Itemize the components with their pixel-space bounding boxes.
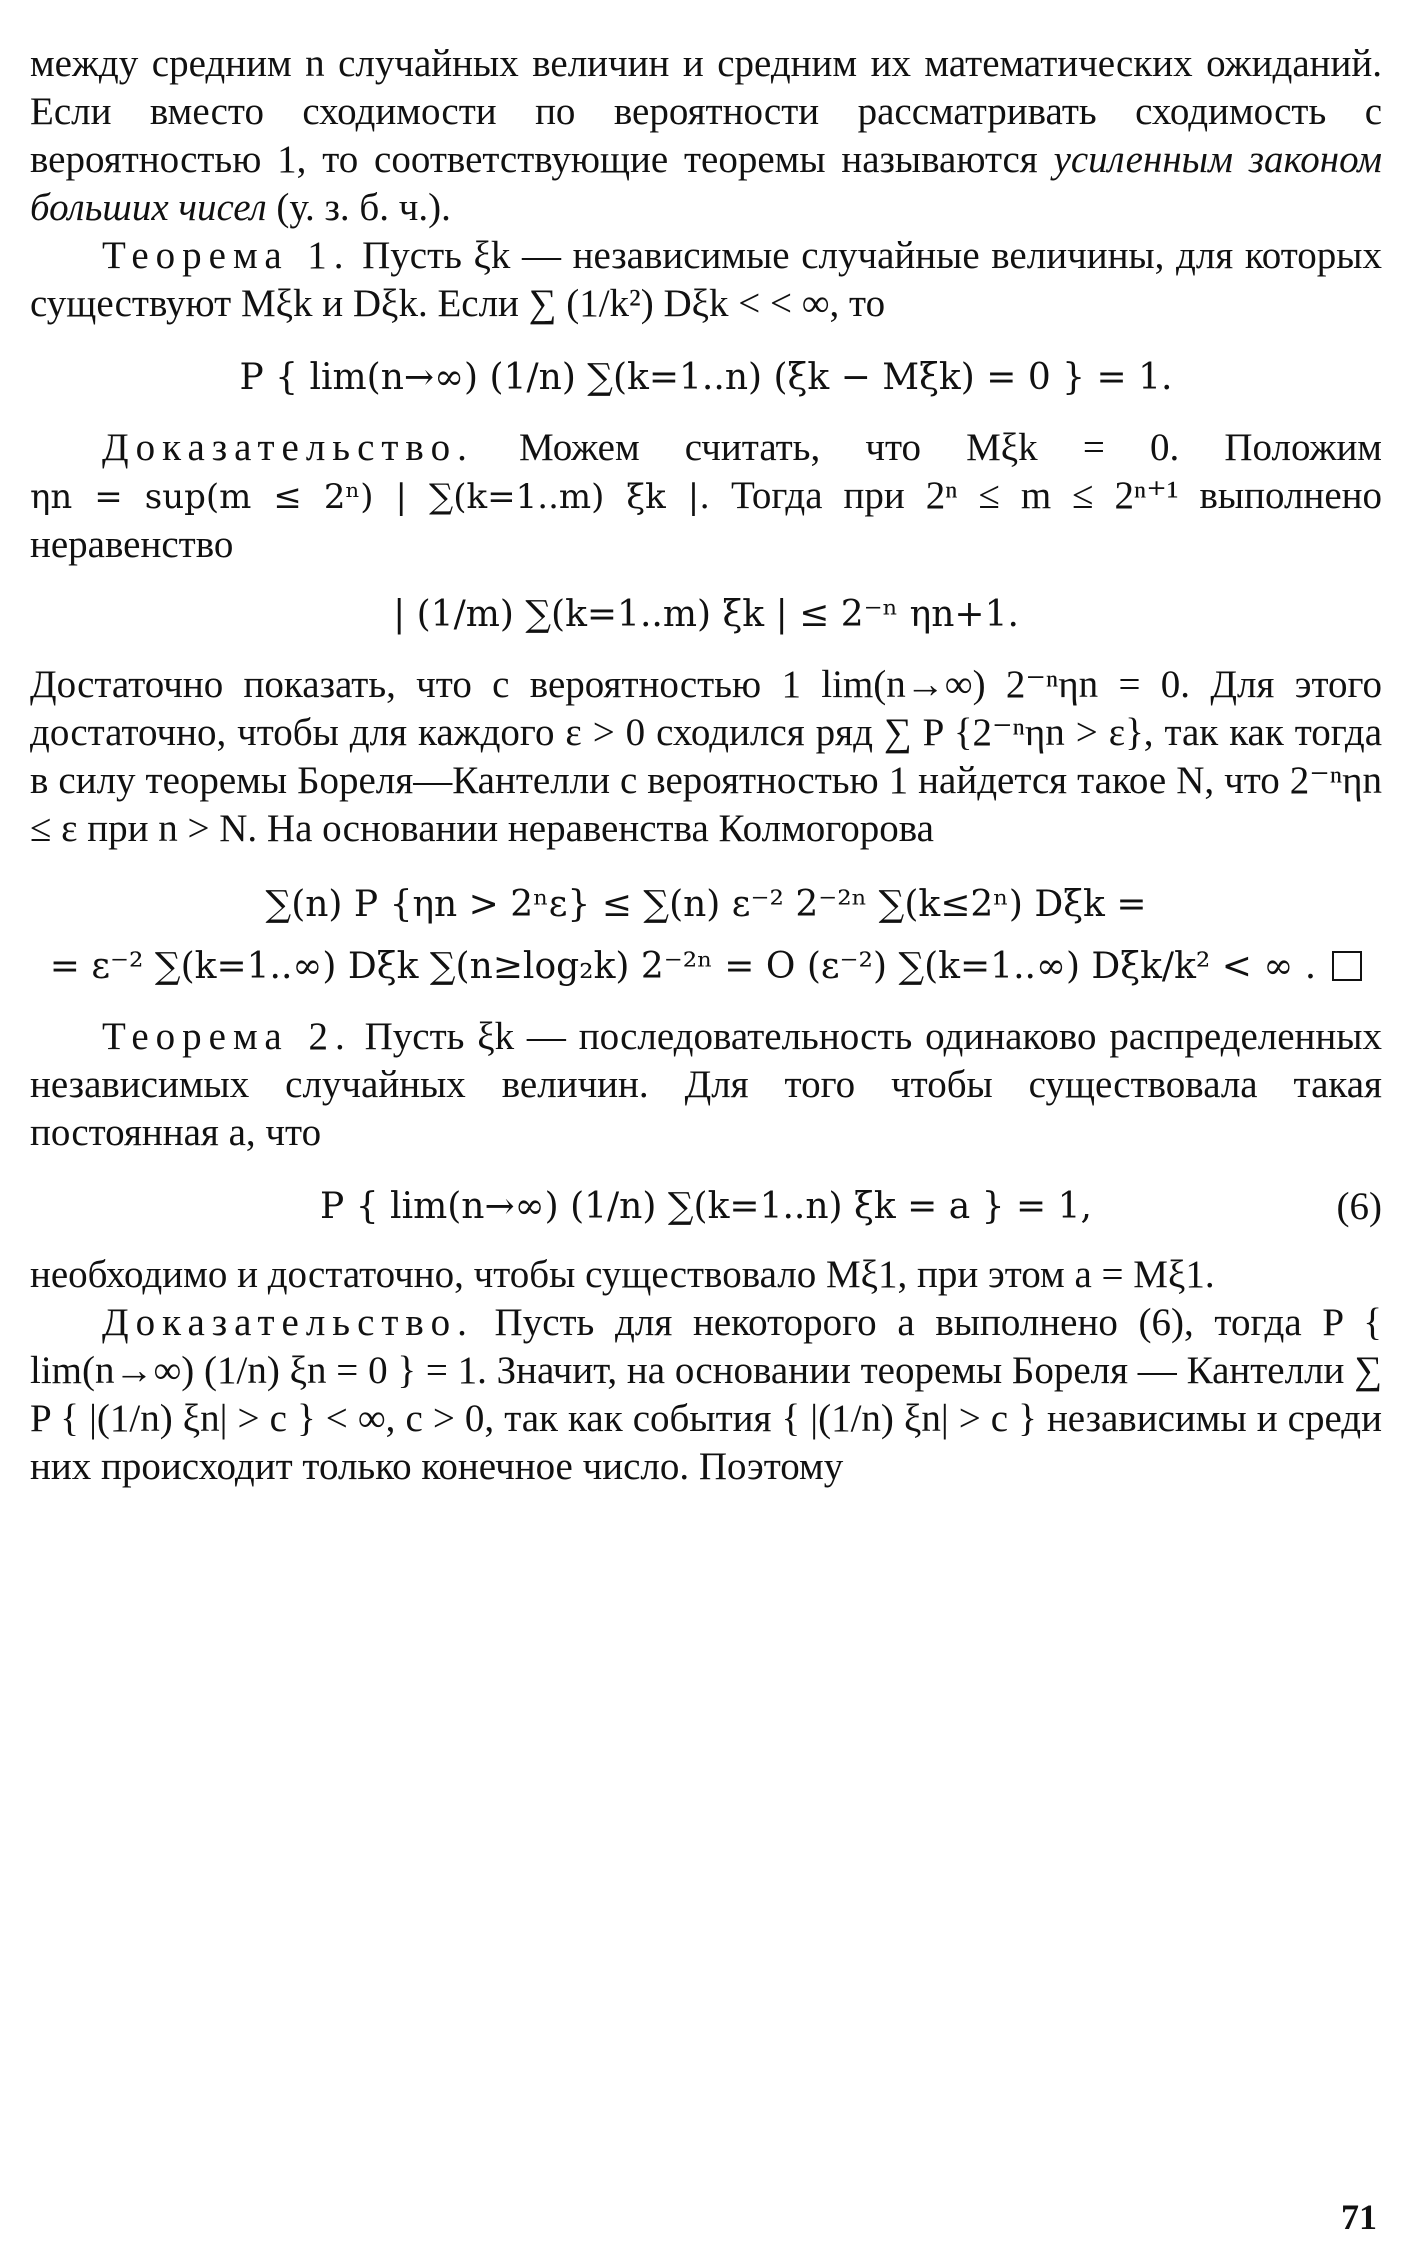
theorem2-text: Пусть ξk — последовательность одинаково распределенных независимых случайных величин. Для того чтобы существовала такая постоянная a, что	[30, 1015, 1382, 1154]
proof2-paragraph	[30, 1299, 1382, 1491]
theorem1-text: Пусть ξk — независимые случайные величины, для которых существуют Mξk и Dξk. Если ∑ (1/k²) Dξk < < ∞, то	[30, 234, 1382, 325]
intro-text: между средним n случайных величин и средним их математических ожиданий. Если вместо сходимости по вероятности рассматривать сходимость с вероятностью 1, то соответствующие теоремы называются	[30, 42, 1382, 181]
theorem2-conclusion: необходимо и достаточно, чтобы существовало Mξ1, при этом a = Mξ1.	[30, 1253, 1215, 1296]
formula-2: | (1/m) ∑(k=1..m) ξk | ≤ 2⁻ⁿ ηn+1.	[393, 594, 1019, 635]
formula-1: P { lim(n→∞) (1/n) ∑(k=1..n) (ξk − Mξk) = 0 } = 1.	[239, 357, 1173, 398]
intro-abbrev: (у. з. б. ч.).	[276, 186, 451, 229]
formula-3: ∑(n) P {ηn > 2ⁿε} ≤ ∑(n) ε⁻² 2⁻²ⁿ ∑(k≤2ⁿ) Dξk =	[265, 884, 1147, 925]
formula-5: P { lim(n→∞) (1/n) ∑(k=1..n) ξk = a } = 1,	[320, 1186, 1092, 1227]
intro-term: усиленным законом больших чисел	[30, 138, 1382, 229]
proof1-text-1: Можем считать, что Mξk = 0. Положим	[518, 426, 1382, 469]
proof1-text-2: Тогда при 2ⁿ ≤ m ≤ 2ⁿ⁺¹ выполнено неравенство	[30, 474, 1382, 566]
intro-paragraph	[30, 40, 1382, 232]
qed-box-icon	[1332, 951, 1362, 981]
proof2-text: Пусть для некоторого a выполнено (6), тогда P { lim(n→∞) (1/n) ξn = 0 } = 1. Значит, на основании теоремы Бореля — Кантелли ∑ P { |(1/n) ξn| > c } < ∞, c > 0, так как события { |(1/n) ξn| > c } независимы и среди них происходит только конечное число. Поэтому	[30, 1301, 1382, 1488]
theorem1-paragraph	[30, 232, 1382, 328]
proof1-heading: Доказательство.	[102, 426, 474, 469]
theorem2-heading: Теорема 2.	[102, 1015, 352, 1058]
formula-4-line	[30, 943, 1382, 991]
formula-4: = ε⁻² ∑(k=1..∞) Dξk ∑(n≥log₂k) 2⁻²ⁿ = O (ε⁻²) ∑(k=1..∞) Dξk/k² < ∞ .	[49, 946, 1317, 987]
proof2-heading: Доказательство.	[102, 1301, 474, 1344]
theorem1-heading: Теорема 1.	[102, 234, 351, 277]
book-page	[30, 40, 1382, 2230]
page-number: 71	[1341, 2197, 1377, 2237]
formula-5-line	[30, 1183, 1382, 1231]
proof1-eta-definition: ηn = sup(m ≤ 2ⁿ) | ∑(k=1..m) ξk |.	[30, 477, 711, 517]
formula-5-number: (6)	[1336, 1185, 1382, 1228]
proof1-paragraph	[30, 424, 1382, 569]
theorem2-paragraph	[30, 1013, 1382, 1157]
proof1-continuation: Достаточно показать, что с вероятностью 1 lim(n→∞) 2⁻ⁿηn = 0. Для этого достаточно, чтобы для каждого ε > 0 сходился ряд ∑ P {2⁻ⁿηn > ε}, так как тогда в силу теоремы Бореля—Кантелли с вероятностью 1 найдется такое N, что 2⁻ⁿηn ≤ ε при n > N. На основании неравенства Колмогорова	[30, 663, 1382, 850]
